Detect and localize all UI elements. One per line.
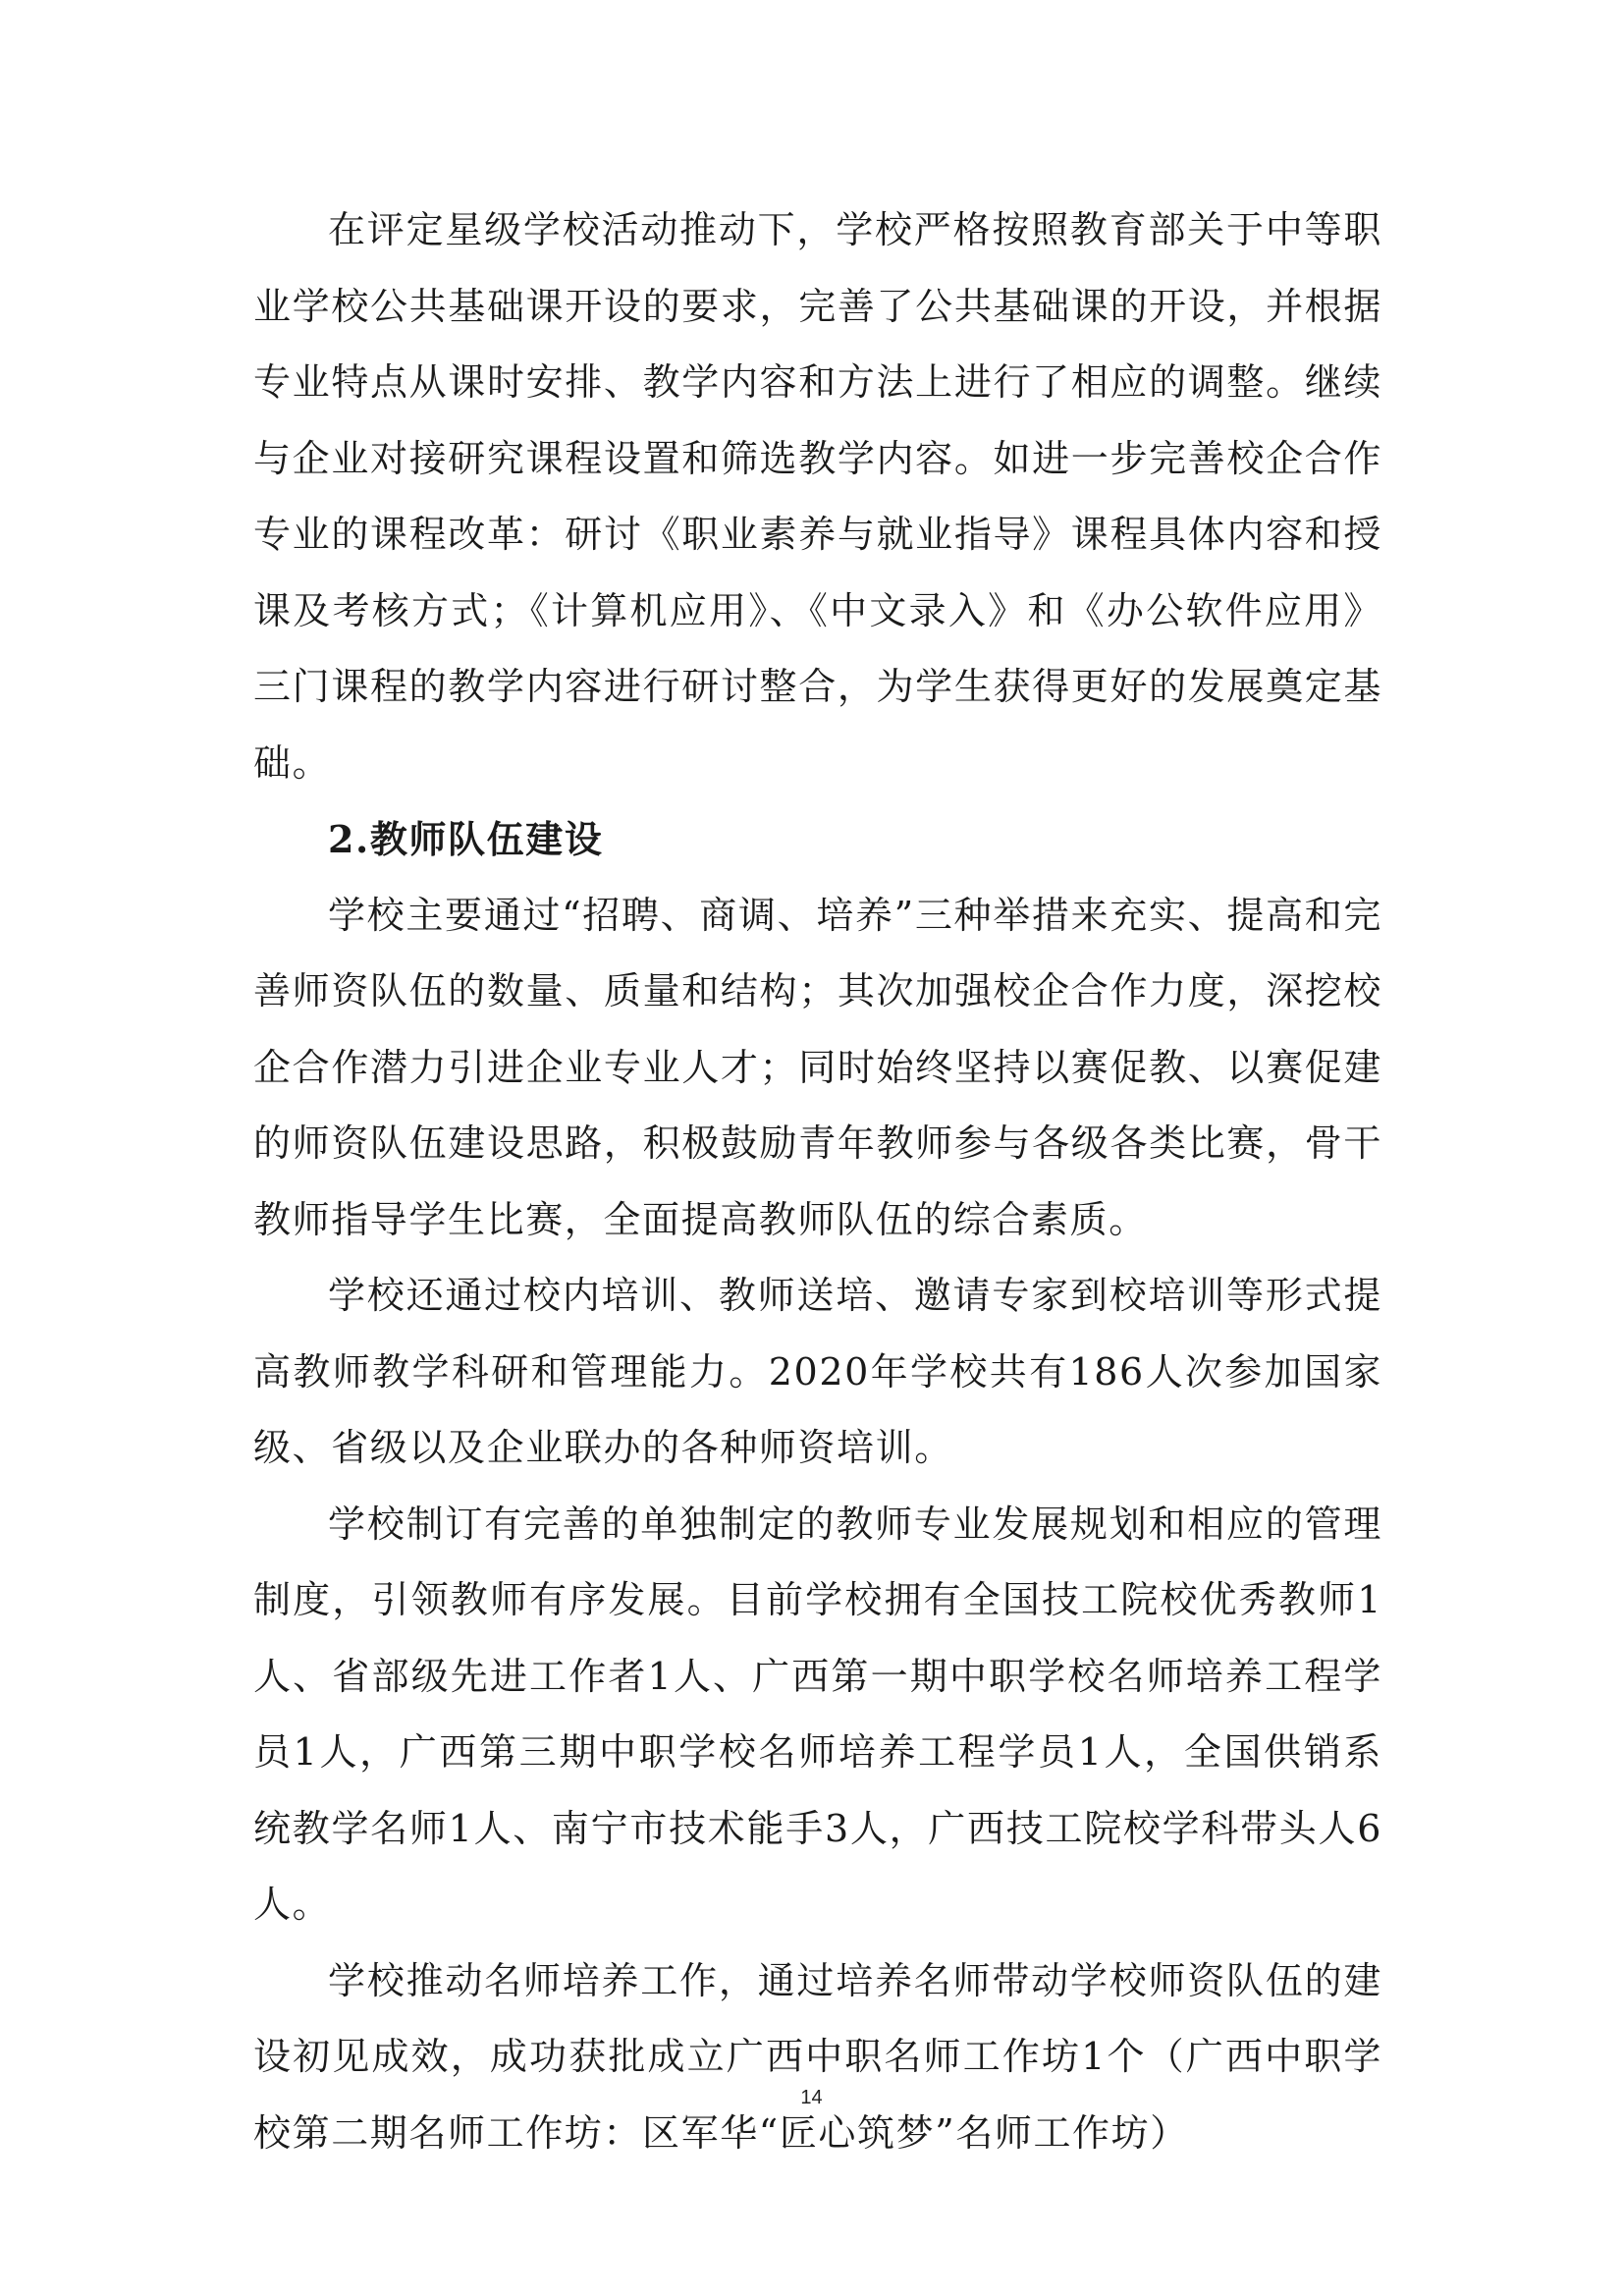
paragraph-development-plan: 学校制订有完善的单独制定的教师专业发展规划和相应的管理制度，引领教师有序发展。目前学校拥有全国技工院校优秀教师1人、省部级先进工作者1人、广西第一期中职学校名师培养工程学员1人，广西第三期中职学校名师培养工程学员1人，全国供销系统教学名师1人、南宁市技术能手3人，广西技工院校学科带头人6人。 [253,1502,1382,1926]
paragraph-curriculum: 在评定星级学校活动推动下，学校严格按照教育部关于中等职业学校公共基础课开设的要求，完善了公共基础课的开设，并根据专业特点从课时安排、教学内容和方法上进行了相应的调整。继续与企业对接研究课程设置和筛选教学内容。如进一步完善校企合作专业的课程改革：研讨《职业素养与就业指导》课程具体内容和授课及考核方式；《计算机应用》、《中文录入》和《办公软件应用》三门课程的教学内容进行研讨整合，为学生获得更好的发展奠定基础。 [253,208,1382,785]
paragraph-recruitment: 学校主要通过“招聘、商调、培养”三种举措来充实、提高和完善师资队伍的数量、质量和结构；其次加强校企合作力度，深挖校企合作潜力引进企业专业人才；同时始终坚持以赛促教、以赛促建的师资队伍建设思路，积极鼓励青年教师参与各级各类比赛，骨干教师指导学生比赛，全面提高教师队伍的综合素质。 [253,893,1382,1241]
page-body [253,192,1382,2171]
paragraph-training: 学校还通过校内培训、教师送培、邀请专家到校培训等形式提高教师教学科研和管理能力。2020年学校共有186人次参加国家级、省级以及企业联办的各种师资培训。 [253,1274,1382,1469]
paragraph-master-teacher: 学校推动名师培养工作，通过培养名师带动学校师资队伍的建设初见成效，成功获批成立广西中职名师工作坊1个（广西中职学校第二期名师工作坊：区军华“匠心筑梦”名师工作坊） [253,1958,1382,2155]
section-heading-teacher-team: 2.教师队伍建设 [328,817,604,861]
page-number: 14 [800,2087,823,2108]
